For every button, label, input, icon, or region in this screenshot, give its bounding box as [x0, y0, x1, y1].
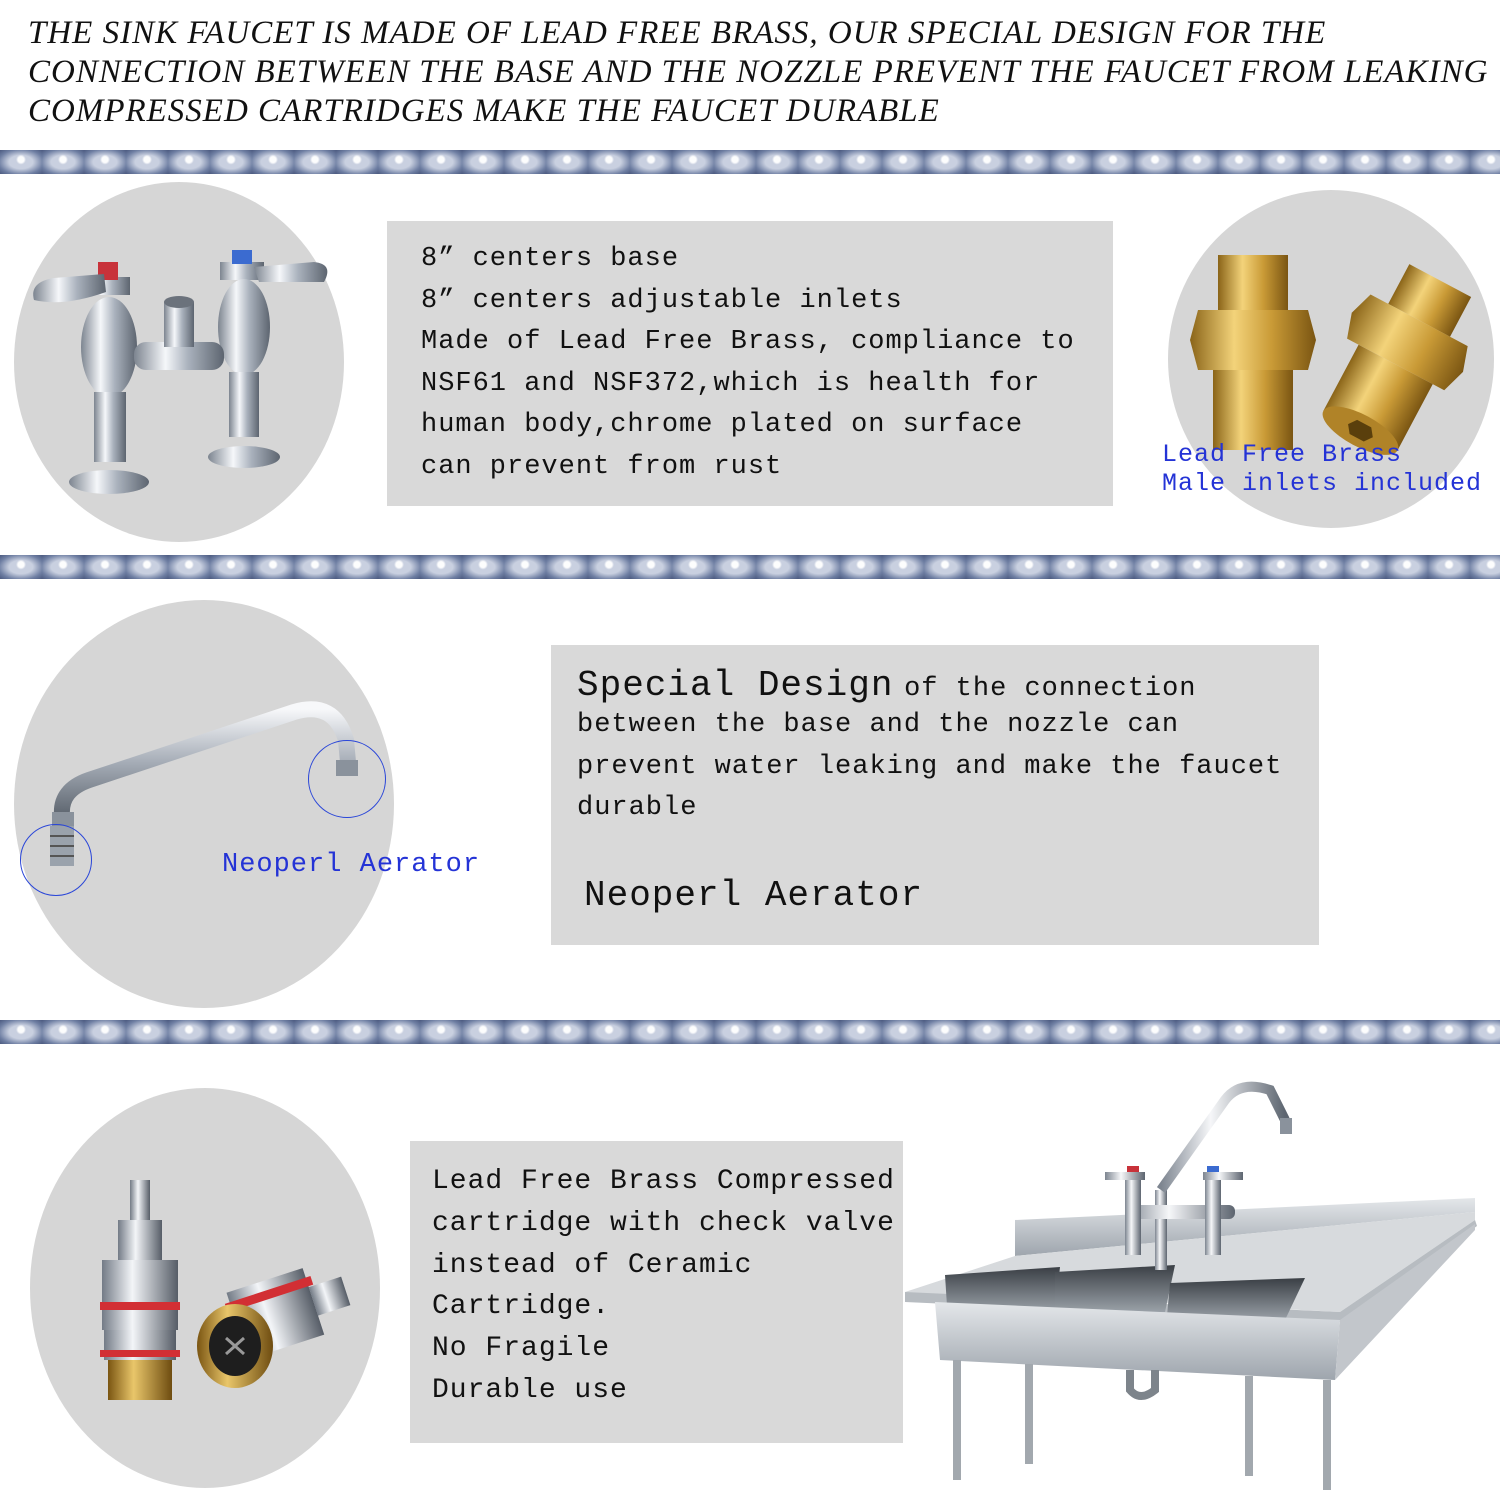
aerator-caption: Neoperl Aerator — [222, 850, 481, 880]
cartridge-text — [432, 1161, 895, 1412]
base-specs-text — [421, 239, 1075, 489]
special-design-heading-row — [577, 665, 1197, 706]
headline-line-1: THE SINK FAUCET IS MADE OF LEAD FREE BRASS, OUR SPECIAL DESIGN FOR THE — [28, 15, 1327, 51]
aerator-highlight-ring — [308, 740, 386, 818]
spec-line: 8” centers base — [421, 244, 680, 274]
three-compartment-sink-image — [905, 1080, 1485, 1495]
base-specs-panel — [387, 221, 1113, 506]
spec-line: 8” centers adjustable inlets — [421, 285, 903, 316]
special-design-line: between the base and the nozzle can — [577, 710, 1180, 740]
special-design-body — [577, 705, 1282, 830]
faucet-base-circle — [14, 182, 344, 542]
inlet-highlight-ring — [20, 824, 92, 896]
spec-line: NSF61 and NSF372,which is health for — [421, 368, 1041, 399]
cartridge-line: Durable use — [432, 1374, 628, 1406]
cartridge-line: cartridge with check valve — [432, 1207, 895, 1239]
cartridge-image — [30, 1088, 380, 1488]
special-design-line: durable — [577, 793, 698, 823]
cartridge-panel — [410, 1141, 903, 1443]
cartridge-line: Cartridge. — [432, 1291, 611, 1323]
special-design-line: prevent water leaking and make the faucet — [577, 751, 1283, 782]
special-design-panel — [551, 645, 1319, 945]
special-design-heading: Special Design — [577, 665, 894, 706]
cartridge-line: instead of Ceramic — [432, 1249, 753, 1281]
inlets-caption-line-1: Lead Free Brass — [1162, 440, 1403, 469]
divider-2 — [0, 555, 1500, 579]
headline-line-2: CONNECTION BETWEEN THE BASE AND THE NOZZLE PREVENT THE FAUCET FROM LEAKING — [28, 54, 1489, 90]
divider-3 — [0, 1020, 1500, 1044]
headline — [28, 14, 1488, 131]
inlets-caption — [1162, 440, 1482, 498]
headline-line-3: COMPRESSED CARTRIDGES MAKE THE FAUCET DURABLE — [28, 93, 940, 129]
cartridge-line: No Fragile — [432, 1333, 611, 1365]
spec-line: human body,chrome plated on surface — [421, 410, 1024, 441]
cartridge-line: Lead Free Brass Compressed — [432, 1166, 895, 1197]
aerator-title: Neoperl Aerator — [584, 875, 924, 916]
divider-1 — [0, 150, 1500, 174]
deck-faucet-image — [14, 182, 344, 542]
inlets-circle — [1162, 190, 1494, 528]
special-design-heading-rest: of the connection — [904, 674, 1197, 704]
nozzle-circle — [14, 600, 481, 1008]
inlets-caption-line-2: Male inlets included — [1162, 469, 1483, 498]
cartridge-circle — [30, 1088, 380, 1488]
sink-illustration — [905, 1080, 1485, 1495]
spec-line: can prevent from rust — [421, 451, 783, 482]
spec-line: Made of Lead Free Brass, compliance to — [421, 327, 1075, 358]
